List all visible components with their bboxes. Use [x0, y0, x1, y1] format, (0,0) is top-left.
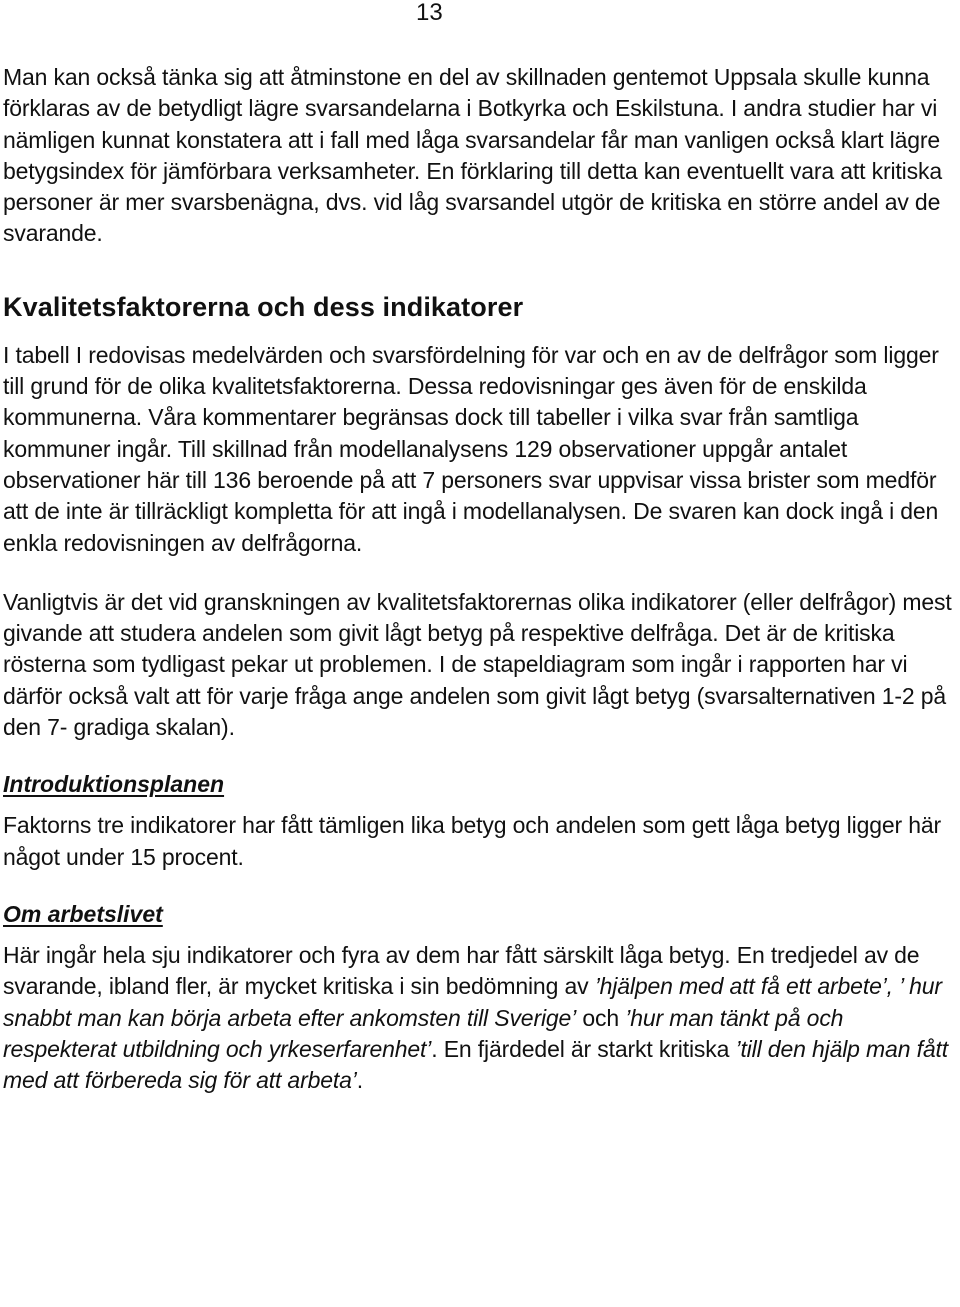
document-body — [3, 62, 958, 1096]
plain-text: . En fjärdedel är starkt kritiska — [431, 1035, 736, 1062]
page-number: 13 — [416, 0, 443, 26]
italic-quote: ’till den hjälp man fått med att förbereda sig för att arbeta’ — [3, 1035, 948, 1094]
plain-text: . — [356, 1067, 363, 1094]
subsection-paragraph-introduktionsplanen: Faktorns tre indikatorer har fått tämligen lika betyg och andelen som gett låga betyg ligger här något under 15 procent. — [3, 812, 942, 870]
section-heading: Kvalitetsfaktorerna och dess indikatorer — [3, 291, 524, 322]
subsection-paragraph-om-arbetslivet — [3, 940, 958, 1096]
italic-quote: ’hur man tänkt på och respekterat utbildning och yrkeserfarenhet’ — [3, 1004, 844, 1062]
section-paragraph-2: Vanligtvis är det vid granskningen av kvalitetsfaktorernas olika indikatorer (eller delfrågor) mest givande att studera andelen som givit lågt betyg på respektive delfråga. Det är de kritiska rösterna som tydligast pekar ut problemen. I de stapeldiagram som ingår i rapporten har vi därför också valt att för varje fråga ange andelen som givit lågt betyg (svarsalternativen 1-2 på den 7- gradiga skalan). — [3, 588, 952, 741]
subsection-heading-introduktionsplanen: Introduktionsplanen — [3, 771, 225, 798]
plain-text: Här ingår hela sju indikatorer och fyra av dem har fått särskilt låga betyg. En tredjedel av de svarande, ibland fler, är mycket kritiska i sin bedömning av — [3, 941, 920, 1000]
section-paragraph-1: I tabell I redovisas medelvärden och svarsfördelning för var och en av de delfrågor som ligger till grund för de olika kvalitetsfaktorerna. Dessa redovisningar ges även för de enskilda kommunerna. Våra kommentarer begränsas dock till tabeller i vilka svar från samtliga kommuner ingår. Till skillnad från modellanalysens 129 observationer uppgår antalet observationer här till 136 beroende på att 7 personers svar uppvisar vissa brister som medför att de inte är tillräckligt kompletta för att ingå i modellanalysen. De svaren kan dock ingå i den enkla redovisningen av delfrågorna. — [3, 341, 939, 556]
subsection-heading-om-arbetslivet: Om arbetslivet — [3, 900, 163, 927]
intro-paragraph: Man kan också tänka sig att åtminstone en del av skillnaden gentemot Uppsala skulle kunna förklaras av de betydligt lägre svarsandelarna i Botkyrka och Eskilstuna. I andra studier har vi nämligen kunnat konstatera att i fall med låga svarsandelar får man vanligen också klart lägre betygsindex för jämförbara verksamheter. En förklaring till detta kan eventuellt vara att kritiska personer är mer svarsbenägna, dvs. vid låg svarsandel utgör de kritiska en större andel av de svarande. — [3, 64, 942, 247]
plain-text: och — [576, 1004, 626, 1031]
italic-quote: ’hjälpen med att få ett arbete’, ’ hur snabbt man kan börja arbeta efter ankomsten till Sverige’ — [3, 973, 942, 1031]
